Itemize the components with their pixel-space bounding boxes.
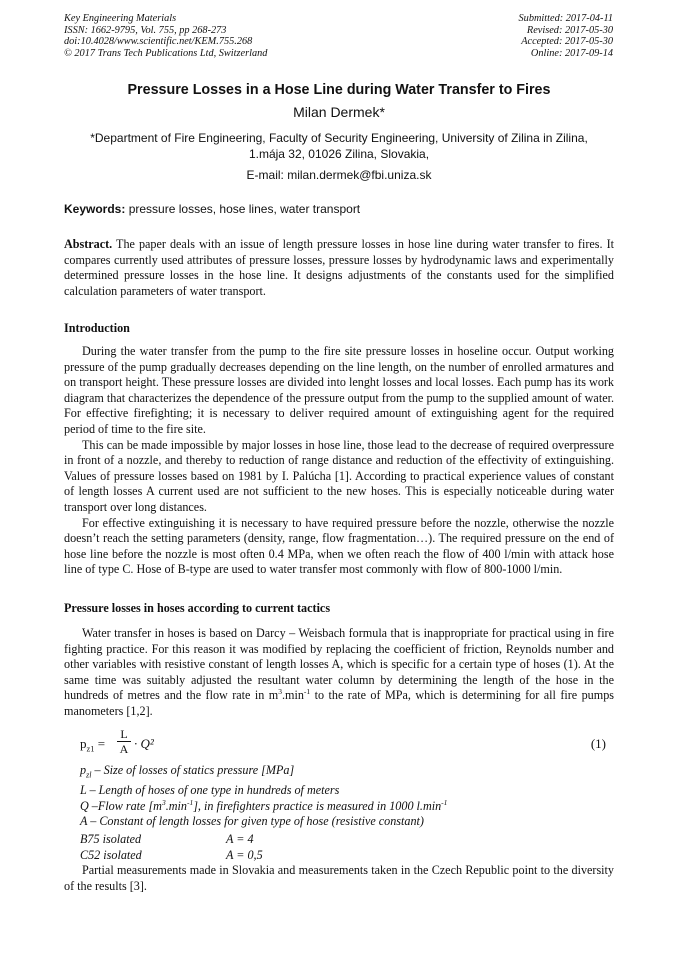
dates-info [519,13,613,59]
abstract [64,237,614,299]
author-email: E-mail: milan.dermek@fbi.uniza.sk [246,168,432,182]
affiliation-line-1: *Department of Fire Engineering, Faculty of Security Engineering, University of Zilina in Zilina, [90,131,588,145]
revised-date: Revised: 2017-05-30 [526,24,613,36]
journal-name: Key Engineering Materials [64,13,177,24]
issn-line: ISSN: 1662-9795, Vol. 755, pp 268-273 [64,24,227,36]
equation-1 [80,727,614,761]
keywords [64,202,614,216]
author-name: Milan Dermek* [293,104,385,120]
introduction-body [64,344,614,578]
journal-info [64,13,267,59]
accepted-date: Accepted: 2017-05-30 [521,36,613,48]
hose-value: A = 0,5 [226,847,263,862]
hose-value: A = 4 [226,832,254,846]
def-A: A – Constant of length losses for given type of hose (resistive constant) [80,814,424,829]
equation-lhs: $p_{z1}$ = [80,736,106,754]
section2-body [64,626,614,720]
paper-title: Pressure Losses in a Hose Line during Water Transfer to Fires [127,82,551,98]
section2-heading: Pressure losses in hoses according to current tactics [64,601,331,615]
submitted-date: Submitted: 2017-04-11 [518,13,613,24]
keywords-label: Keywords: [64,202,126,216]
def-Q: Q –Flow rate $[m^3.\min^{-1}]$, in firefighters practice is measured in 1000 $l.\min^{-1}$ [80,797,448,813]
def-pzl: $p_{zl}$ – Size of losses of statics pressure [MPa] [80,763,295,780]
hose-name: C52 isolated [80,847,142,862]
copyright-line: © 2017 Trans Tech Publications Ltd, Switzerland [64,47,268,59]
equation-number: (1) [590,736,606,751]
intro-paragraph: For effective extinguishing it is necessary to have required pressure before the nozzle, otherwise the nozzle doesn’t reach the setting parameters (density, range, flow fragmentation…). The required pressure on the end of hose line before the nozzle is most often 0.4 MPa, when we often reach the flow of 400 l/min with attack hose line of type C. Hose of B-type are used to water transfer most commonly with flow of 800-1000 l/min. [64,515,614,577]
doi-line: doi:10.4028/www.scientific.net/KEM.755.268 [64,36,253,48]
def-L: L – Length of hoses of one type in hundreds of meters [80,783,340,798]
online-date: Online: 2017-09-14 [530,47,613,59]
introduction-heading: Introduction [64,321,130,335]
variable-definitions [80,763,610,830]
equation-rhs: · Q² [134,736,154,751]
equation-fraction [117,727,131,756]
abstract-label: Abstract. [64,237,113,251]
intro-paragraph: This can be made impossible by major losses in hose line, those lead to the decrease of required overpressure in front of a nozzle, and thereby to reduction of range distance and reduction of the effectivity of extinguishing. Values of pressure losses based on 1981 by I. Palúcha [1]. According to practical experience values of constant of length losses A current used are not sufficient to the new hoses. This is especially noticeable during water transport over long distances. [64,437,614,514]
intro-paragraph: During the water transfer from the pump to the fire site pressure losses in hoseline occur. Output working pressure of the pump gradually decreases depending on the line length, on the number of enrolled armatures and on transport height. These pressure losses are divided into lenght losses and local losses. Each pump has its work diagram that characterizes the dependence of the pressure output from the pump to the supplied amount of water. For effective firefighting; it is necessary to deliver required amount of extinguishing agent for the required period of time to the fire site. [64,344,614,436]
abstract-text: The paper deals with an issue of length pressure losses in hose line during water transfer to fires. It compares currently used attributes of pressure losses, pressure losses by hydrodynamic laws and experimentally determined pressure losses in the hose line. It designs adjustments of the constants used for the simplified calculation parameters of water transport. [64,237,614,298]
hose-name: B75 isolated [80,832,142,846]
keywords-text: pressure losses, hose lines, water transport [128,202,361,216]
equation-numerator: L [117,727,131,742]
equation-denominator: A [119,742,129,756]
affiliation-line-2: 1.mája 32, 01026 Zilina, Slovakia, [248,146,430,161]
closing-paragraph: Partial measurements made in Slovakia and measurements taken in the Czech Republic point to the diversity of the results [3]. [64,863,614,893]
affiliation [70,131,608,162]
section2-paragraph: Water transfer in hoses is based on Darcy – Weisbach formula that is inappropriate for practical using in fire fighting practice. For this reason it was modified by replacing the coefficient of friction, Reynolds number and other variables with resistive constant of length losses A, which is specific for a certain type of hoses (1). At the same time was suitably adjusted the resultant water column by determining the length of the hose in the hundreds of metres and the flow rate in $m^3.\min^{-1}$ to the rate of MPa, which is determining for all fire pumps manometers [1,2]. [64,626,614,718]
